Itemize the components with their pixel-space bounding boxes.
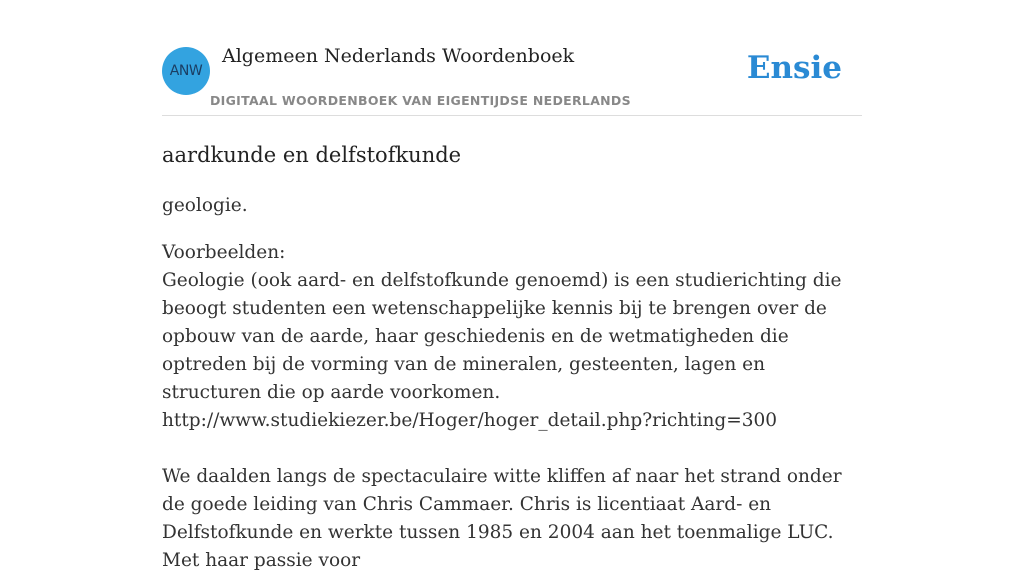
examples-section: [162, 239, 862, 575]
example-text: We daalden langs de spectaculaire witte kliffen af naar het strand onder de goede leiding van Chris Cammaer. Chris is licentiaat Aard- en Delfstofkunde en werkte tussen 1985 en 2004 aan het toenmalige LUC. Met haar passie voor: [162, 466, 842, 571]
site-subtitle: DIGITAAL WOORDENBOEK VAN EIGENTIJDSE NEDERLANDS: [210, 93, 631, 108]
site-title[interactable]: Algemeen Nederlands Woordenboek: [222, 45, 575, 67]
site-header: [162, 0, 862, 116]
anw-logo[interactable]: ANW: [162, 47, 210, 95]
ensie-logo[interactable]: Ensie: [746, 50, 842, 86]
entry-content: [162, 140, 862, 575]
example-spacer: [162, 435, 862, 463]
entry-title: aardkunde en delfstofkunde: [162, 143, 462, 167]
entry-definition: geologie.: [162, 195, 248, 216]
example-source: http://www.studiekiezer.be/Hoger/hoger_detail.php?richting=300: [162, 410, 778, 431]
example-text: Geologie (ook aard- en delfstofkunde genoemd) is een studierichting die beoogt studenten een wetenschappelijke kennis bij te brengen over de opbouw van de aarde, haar geschiedenis en de wetmatigheden die optreden bij de vorming van de mineralen, gesteenten, lagen en structuren die op aarde voorkomen.: [162, 270, 842, 403]
examples-label: Voorbeelden:: [162, 242, 286, 263]
page-container: [162, 0, 862, 571]
